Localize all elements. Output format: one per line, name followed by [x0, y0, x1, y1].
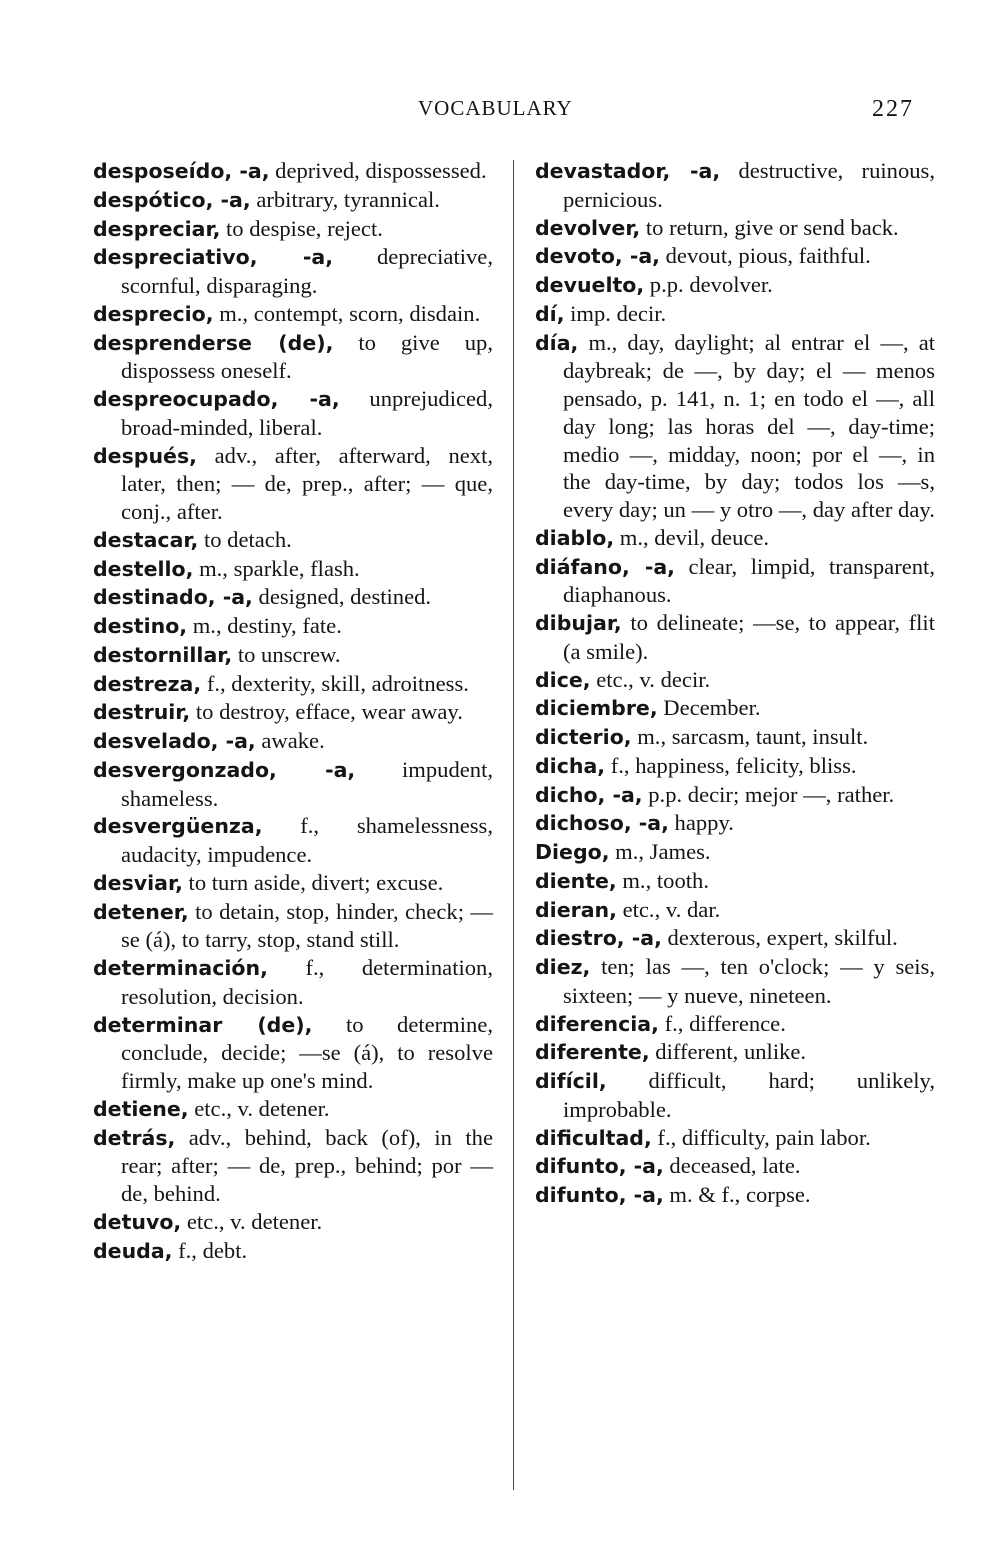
entry-headword: destacar, — [93, 527, 199, 552]
entry-definition: etc., v. detener. — [186, 1208, 323, 1234]
running-head: VOCABULARY — [418, 96, 573, 120]
vocabulary-entry — [535, 896, 935, 925]
vocabulary-entry — [93, 812, 493, 869]
entry-headword: difunto, -a, — [535, 1154, 664, 1179]
vocabulary-entry — [535, 1181, 935, 1210]
entry-definition: arbitrary, tyrannical. — [256, 186, 440, 212]
entry-headword: dichoso, -a, — [535, 811, 669, 836]
vocabulary-entry — [93, 1124, 493, 1208]
entry-headword: diáfano, -a, — [535, 554, 675, 579]
vocabulary-entry — [535, 1067, 935, 1124]
vocabulary-entry — [93, 612, 493, 641]
vocabulary-entry — [535, 752, 935, 781]
entry-definition: f., difference. — [664, 1010, 786, 1036]
entry-definition: m., tooth. — [622, 867, 709, 893]
entry-headword: dicho, -a, — [535, 782, 643, 807]
entry-headword: diferente, — [535, 1040, 650, 1065]
vocabulary-entry — [93, 442, 493, 526]
entry-definition: clear, limpid, transparent, diaphanous. — [563, 553, 935, 608]
entry-definition: to despise, reject. — [226, 215, 383, 241]
vocabulary-entry — [93, 727, 493, 756]
entry-headword: detiene, — [93, 1096, 189, 1121]
entry-definition: ten; las —, ten o'clock; — y seis, sixteen; — y nueve, nineteen. — [563, 954, 935, 1008]
entry-definition: m., contempt, scorn, disdain. — [219, 300, 481, 326]
entry-definition: m., sparkle, flash. — [199, 555, 360, 581]
entry-headword: determinar (de), — [93, 1012, 313, 1037]
entry-headword: detrás, — [93, 1125, 176, 1150]
vocabulary-entry — [535, 666, 935, 695]
entry-definition: difficult, hard; unlikely, improbable. — [563, 1068, 936, 1122]
vocabulary-entry — [535, 867, 935, 896]
entry-definition: p.p. devolver. — [649, 272, 773, 297]
entry-headword: desposeído, -a, — [93, 159, 270, 183]
entry-definition: p.p. decir; mejor —, rather. — [648, 781, 895, 807]
vocabulary-entry — [93, 698, 493, 727]
entry-definition: m., devil, deuce. — [619, 524, 770, 550]
vocabulary-entry — [535, 1152, 935, 1181]
entry-definition: devout, pious, faithful. — [665, 243, 871, 269]
entry-definition: imp. decir. — [570, 300, 667, 326]
entry-headword: destreza, — [93, 671, 202, 696]
entry-headword: desvergonzado, -a, — [93, 757, 356, 782]
entry-headword: desprenderse (de), — [93, 330, 334, 355]
entry-headword: difunto, -a, — [535, 1183, 664, 1207]
entry-definition: f., dexterity, skill, adroitness. — [206, 670, 469, 696]
vocabulary-entry — [535, 157, 935, 214]
vocabulary-entry — [93, 954, 493, 1011]
entry-headword: diciembre, — [535, 696, 658, 721]
vocabulary-entry — [93, 186, 493, 215]
vocabulary-entry — [535, 781, 935, 810]
entry-headword: Diego, — [535, 840, 610, 864]
entry-definition: adv., after, afterward, next, later, then; — de, prep., after; — que, conj., after. — [121, 442, 493, 524]
entry-headword: dicterio, — [535, 725, 632, 749]
entry-headword: destino, — [93, 614, 188, 638]
entry-definition: deprived, dispossessed. — [275, 158, 487, 183]
entry-definition: f., difficulty, pain labor. — [657, 1124, 871, 1150]
entry-definition: to determine, conclude, decide; —se (á), to resolve firmly, make up one's mind. — [121, 1011, 493, 1093]
entry-headword: diferencia, — [535, 1011, 659, 1036]
vocabulary-entry — [535, 609, 935, 666]
entry-headword: dieran, — [535, 897, 617, 922]
page-number: 227 — [872, 96, 914, 122]
entry-definition: to turn aside, divert; excuse. — [188, 869, 444, 895]
entry-definition: to unscrew. — [237, 641, 341, 667]
entry-headword: dibujar, — [535, 611, 622, 635]
entry-definition: awake. — [261, 728, 325, 753]
entry-definition: deceased, late. — [669, 1153, 801, 1179]
entry-headword: despótico, -a, — [93, 187, 251, 212]
entry-definition: December. — [663, 695, 761, 721]
entry-headword: detener, — [93, 899, 189, 924]
left-column — [93, 157, 493, 1265]
entry-headword: desprecio, — [93, 301, 214, 326]
entry-definition: to destroy, efface, wear away. — [195, 699, 463, 725]
entry-headword: desviar, — [93, 870, 183, 895]
right-column — [535, 157, 935, 1210]
entry-headword: despreocupado, -a, — [93, 387, 340, 411]
vocabulary-entry — [535, 214, 935, 243]
vocabulary-entry — [535, 1124, 935, 1153]
entry-headword: destello, — [93, 556, 194, 581]
entry-headword: detuvo, — [93, 1209, 182, 1234]
entry-headword: diablo, — [535, 525, 615, 550]
entry-headword: deuda, — [93, 1238, 173, 1263]
entry-definition: f., debt. — [178, 1237, 248, 1263]
vocabulary-entry — [93, 243, 493, 300]
vocabulary-entry — [93, 898, 493, 955]
vocabulary-entry — [93, 215, 493, 244]
vocabulary-entry — [93, 641, 493, 670]
entry-definition: f., determination, resolution, decision. — [121, 955, 493, 1009]
entry-definition: etc., v. dar. — [622, 896, 721, 922]
entry-definition: m., day, daylight; al entrar el —, at daybreak; de —, by day; el — menos pensado, p. 141, n. 1; en todo el —, all day long; las horas del —, day-time; medio —, midday, noon; por el —, in the day-time, by day; todos los —s, every day; un — y otro —, day after day. — [563, 329, 935, 522]
vocabulary-entry — [535, 1038, 935, 1067]
entry-definition: m., sarcasm, taunt, insult. — [637, 724, 869, 749]
vocabulary-entry — [535, 953, 935, 1010]
page-header — [0, 96, 1000, 130]
entry-headword: diestro, -a, — [535, 926, 662, 951]
vocabulary-entry — [535, 1010, 935, 1039]
entry-headword: diez, — [535, 955, 591, 979]
vocabulary-entry — [535, 242, 935, 271]
entry-headword: destinado, -a, — [93, 585, 253, 610]
entry-definition: to return, give or send back. — [645, 214, 899, 240]
entry-headword: dicha, — [535, 753, 606, 778]
vocabulary-entry — [93, 670, 493, 699]
vocabulary-entry — [93, 756, 493, 813]
vocabulary-entry — [93, 583, 493, 612]
vocabulary-entry — [535, 553, 935, 610]
entry-headword: devolver, — [535, 215, 641, 240]
entry-headword: después, — [93, 443, 197, 468]
entry-definition: destructive, ruinous, pernicious. — [563, 158, 935, 212]
vocabulary-entry — [535, 723, 935, 752]
entry-definition: different, unlike. — [655, 1039, 807, 1065]
vocabulary-entry — [93, 1011, 493, 1095]
entry-headword: dice, — [535, 667, 591, 692]
entry-headword: despreciativo, -a, — [93, 245, 334, 270]
entry-definition: to delineate; —se, to appear, flit (a smile). — [563, 610, 935, 664]
entry-headword: despreciar, — [93, 216, 221, 241]
entry-definition: dexterous, expert, skilful. — [667, 925, 898, 951]
entry-headword: desvelado, -a, — [93, 729, 256, 753]
entry-definition: to give up, dispossess oneself. — [121, 329, 493, 384]
entry-definition: to detain, stop, hinder, check; —se (á), to tarry, stop, stand still. — [121, 898, 493, 953]
entry-definition: f., happiness, felicity, bliss. — [610, 752, 857, 778]
entry-headword: destornillar, — [93, 642, 233, 667]
vocabulary-entry — [93, 555, 493, 584]
vocabulary-entry — [93, 385, 493, 442]
entry-definition: happy. — [674, 810, 734, 836]
vocabulary-entry — [93, 1237, 493, 1266]
entry-definition: impudent, shameless. — [121, 756, 493, 811]
entry-headword: día, — [535, 330, 579, 355]
vocabulary-entry — [93, 329, 493, 386]
vocabulary-entry — [535, 838, 935, 867]
entry-definition: depreciative, scornful, disparaging. — [121, 244, 493, 298]
entry-headword: diente, — [535, 868, 617, 893]
entry-definition: f., shamelessness, audacity, impudence. — [121, 813, 493, 867]
vocabulary-entry — [535, 924, 935, 953]
entry-headword: difícil, — [535, 1069, 607, 1093]
entry-headword: devastador, -a, — [535, 159, 721, 183]
vocabulary-entry — [535, 300, 935, 329]
entry-definition: etc., v. detener. — [194, 1095, 330, 1121]
entry-definition: to detach. — [203, 526, 292, 552]
vocabulary-entry — [93, 157, 493, 186]
vocabulary-entry — [535, 809, 935, 838]
column-divider — [513, 160, 514, 1490]
entry-headword: dificultad, — [535, 1125, 652, 1150]
entry-headword: devuelto, — [535, 273, 645, 297]
vocabulary-entry — [535, 694, 935, 723]
entry-definition: etc., v. decir. — [596, 666, 711, 692]
entry-definition: unprejudiced, broad-minded, liberal. — [121, 386, 493, 440]
vocabulary-entry — [535, 329, 935, 524]
vocabulary-entry — [535, 271, 935, 300]
entry-definition: m., destiny, fate. — [192, 613, 342, 638]
entry-headword: dí, — [535, 301, 565, 326]
vocabulary-entry — [93, 300, 493, 329]
entry-definition: m. & f., corpse. — [669, 1182, 811, 1207]
entry-definition: adv., behind, back (of), in the rear; after; — de, prep., behind; por — de, behind. — [121, 1124, 493, 1206]
vocabulary-entry — [93, 1208, 493, 1237]
vocabulary-entry — [535, 524, 935, 553]
vocabulary-entry — [93, 526, 493, 555]
entry-headword: destruir, — [93, 700, 191, 725]
entry-definition: designed, destined. — [258, 584, 432, 610]
vocabulary-entry — [93, 1095, 493, 1124]
entry-headword: determinación, — [93, 956, 268, 980]
entry-headword: devoto, -a, — [535, 244, 660, 269]
entry-headword: desvergüenza, — [93, 814, 263, 839]
vocabulary-entry — [93, 869, 493, 898]
entry-definition: m., James. — [615, 839, 711, 864]
